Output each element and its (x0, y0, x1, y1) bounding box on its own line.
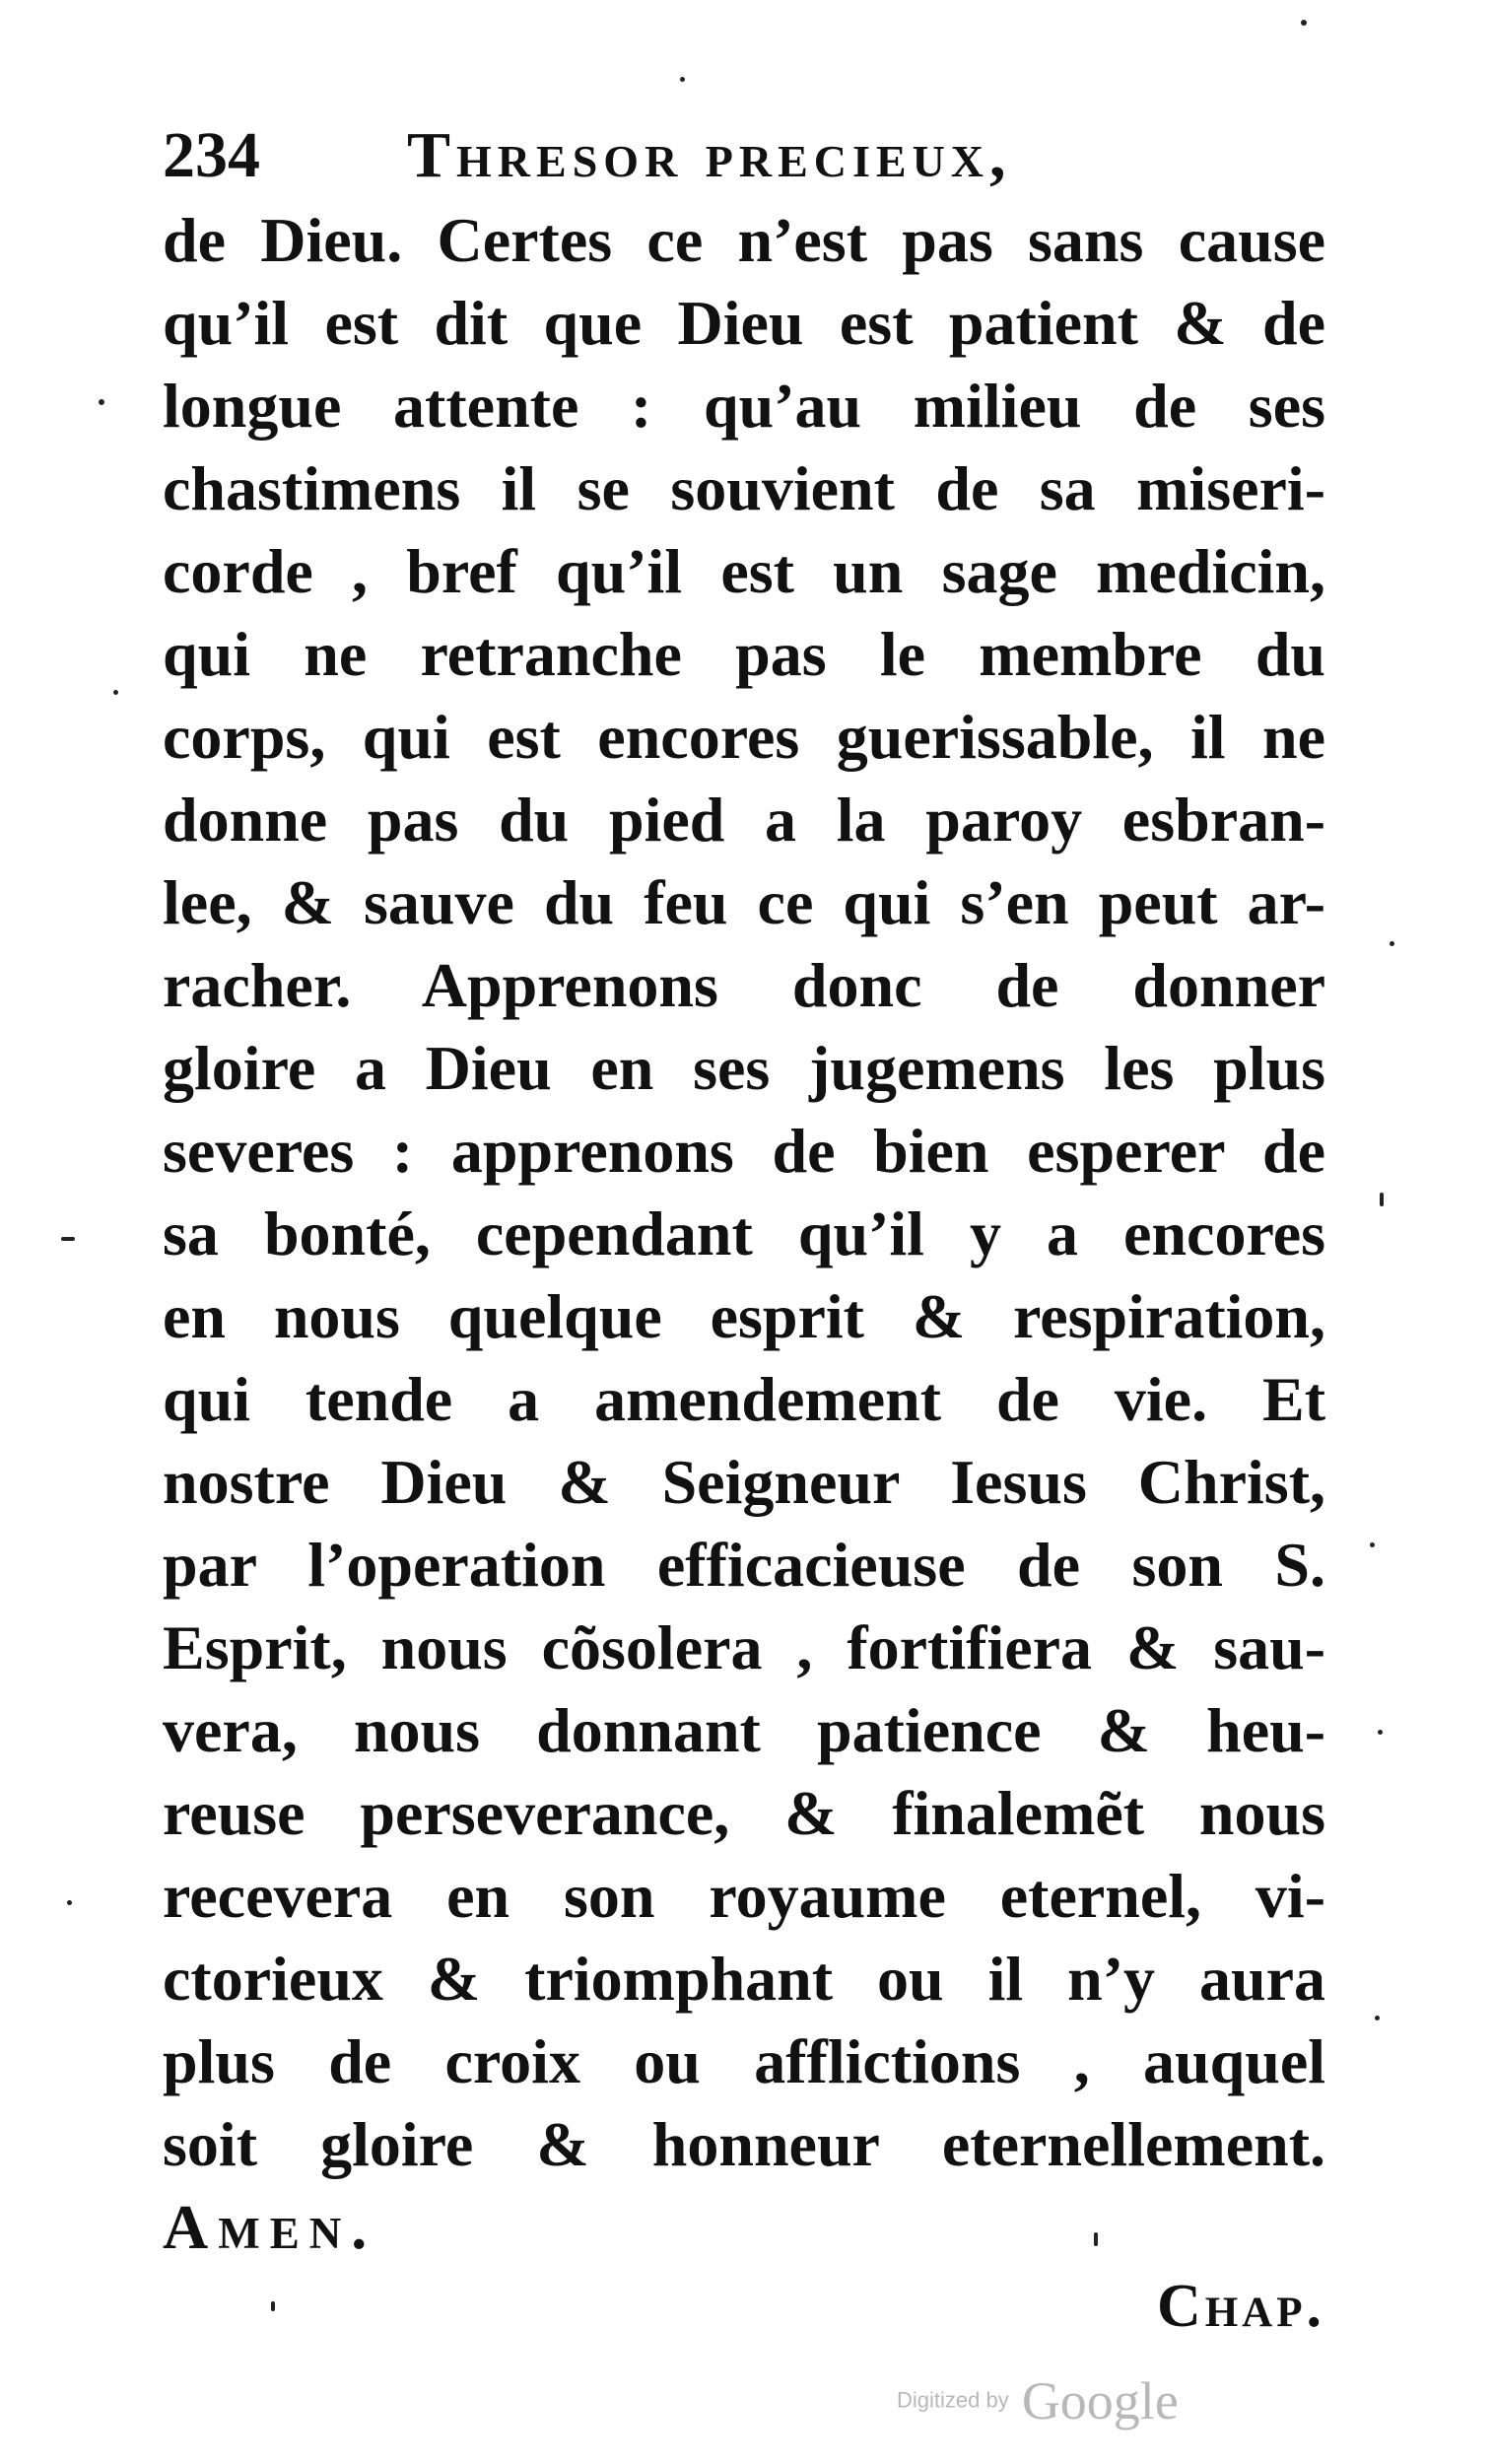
text-line: qui tende a amendement de vie. Et (163, 1364, 1325, 1434)
text-line: de Dieu. Certes ce n’est pas sans cause (163, 205, 1325, 275)
scan-speck (1390, 941, 1394, 946)
text-line: plus de croix ou afflictions , auquel (163, 2026, 1325, 2096)
scan-speck (1301, 20, 1307, 26)
text-line: gloire a Dieu en ses jugemens les plus (163, 1033, 1325, 1103)
text-line: longue attente : qu’au milieu de ses (163, 371, 1325, 441)
text-line: lee, & sauve du feu ce qui s’en peut ar- (163, 867, 1325, 937)
digitized-watermark (897, 2365, 1179, 2434)
text-line: racher. Apprenons donc de donner (163, 950, 1325, 1020)
scan-speck (1094, 2232, 1098, 2246)
closing-amen: Amen. (163, 2192, 377, 2262)
text-line: corde , bref qu’il est un sage medicin, (163, 536, 1325, 606)
text-line: par l’operation efficacieuse de son S. (163, 1530, 1325, 1600)
text-line: ctorieux & triomphant ou il n’y aura (163, 1944, 1325, 2014)
page-number: 234 (163, 119, 260, 191)
text-line: qu’il est dit que Dieu est patient & de (163, 288, 1325, 358)
google-logo: Google (1021, 2370, 1179, 2430)
scan-speck (1375, 2016, 1380, 2020)
scan-speck (99, 399, 104, 405)
text-line: Esprit, nous cõsolera , fortifiera & sau- (163, 1612, 1325, 1682)
text-line: en nous quelque esprit & respiration, (163, 1281, 1325, 1351)
scan-speck (680, 77, 685, 82)
scan-speck (113, 690, 118, 695)
text-line: corps, qui est encores guerissable, il ne (163, 702, 1325, 772)
text-line: vera, nous donnant patience & heu- (163, 1695, 1325, 1765)
scan-speck (1380, 1193, 1384, 1206)
text-line: reuse perseverance, & finalemẽt nous (163, 1778, 1325, 1848)
running-head (163, 116, 1325, 195)
running-title: Thresor precieux, (407, 119, 1012, 191)
scan-speck (1378, 1730, 1383, 1735)
text-line: soit gloire & honneur eternellement. (163, 2109, 1325, 2179)
text-line: sa bonté, cependant qu’il y a encores (163, 1198, 1325, 1268)
scan-speck (1370, 1542, 1375, 1547)
text-line: chastimens il se souvient de sa miseri- (163, 453, 1325, 523)
catchword: Chap. (1156, 2273, 1325, 2340)
watermark-prefix: Digitized by (897, 2387, 1009, 2413)
text-line: recevera en son royaume eternel, vi- (163, 1861, 1325, 1931)
text-line: qui ne retranche pas le membre du (163, 619, 1325, 689)
text-line: donne pas du pied a la paroy esbran- (163, 785, 1325, 855)
body-text (163, 199, 1325, 2269)
scan-speck (61, 1237, 75, 1241)
text-line: severes : apprenons de bien esperer de (163, 1116, 1325, 1186)
scan-speck (67, 1900, 72, 1905)
scan-speck (271, 2301, 275, 2311)
text-line: nostre Dieu & Seigneur Iesus Christ, (163, 1447, 1325, 1517)
